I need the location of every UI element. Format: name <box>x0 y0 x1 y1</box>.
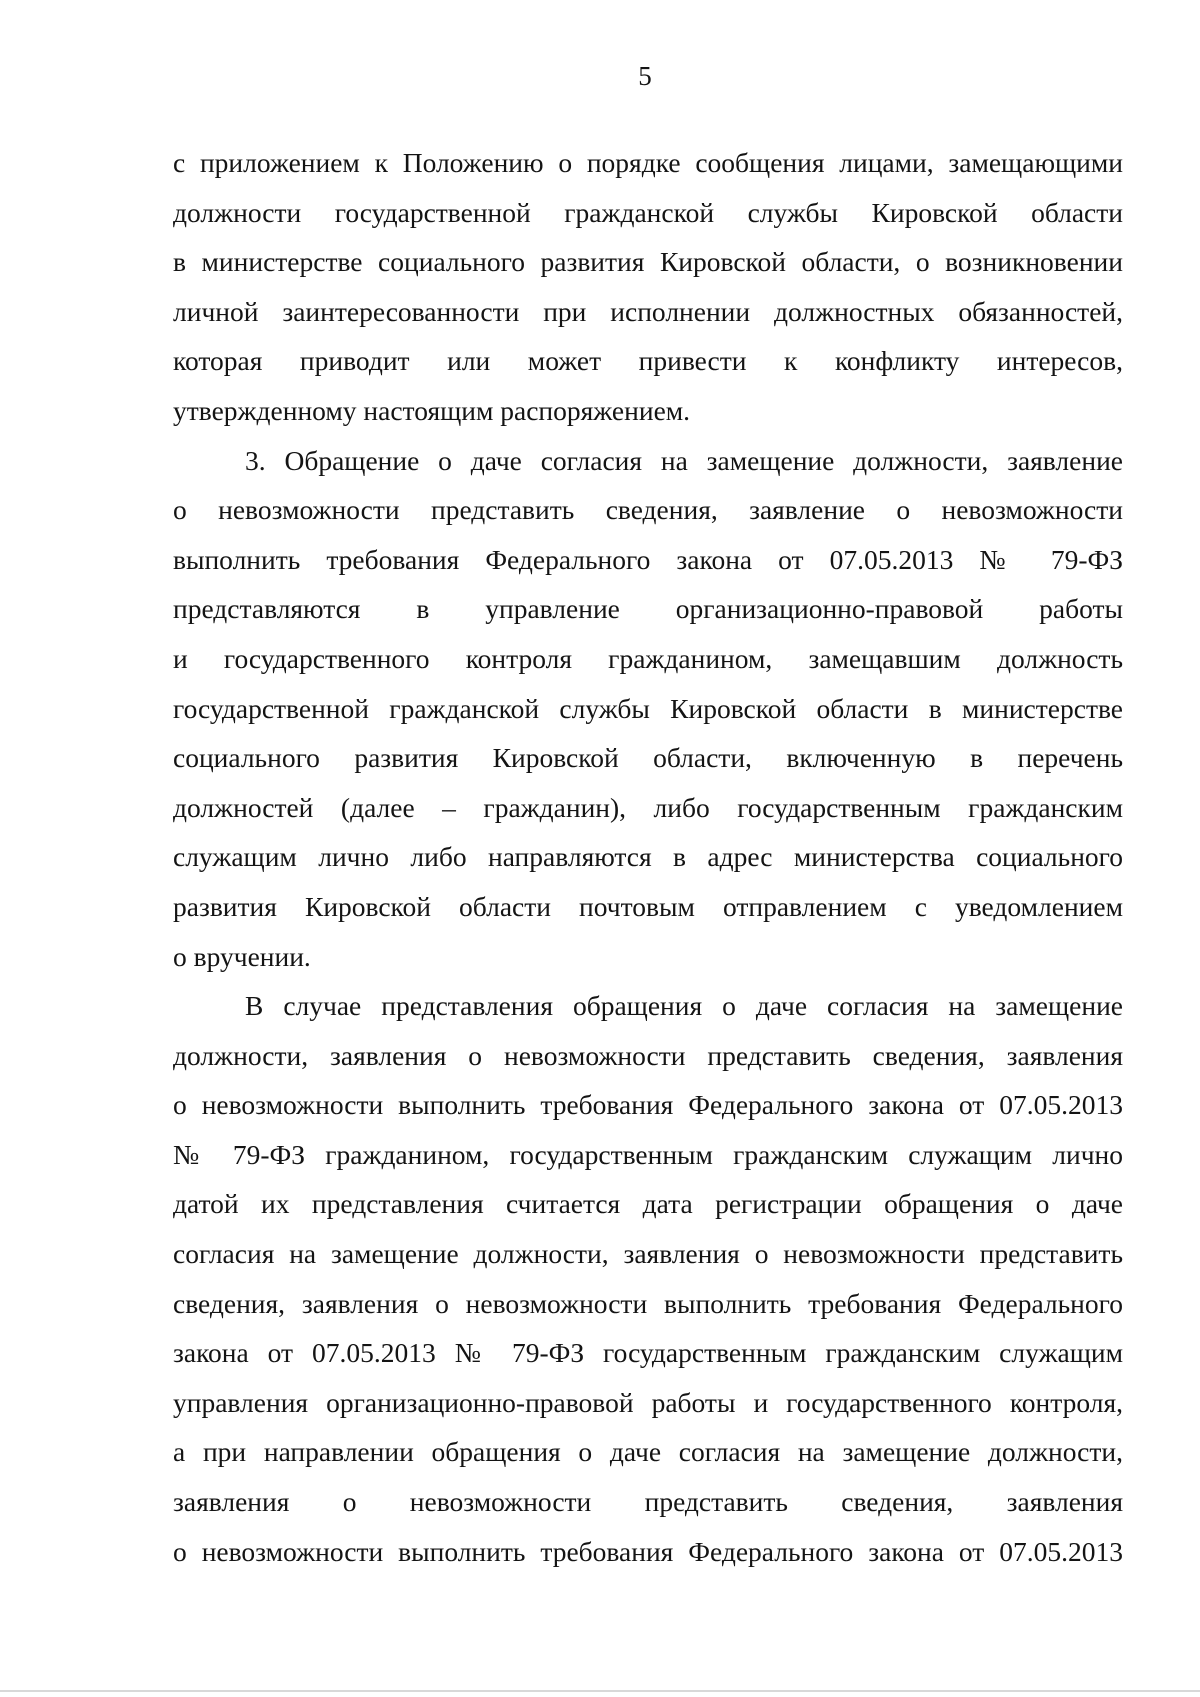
text-line: о вручении. <box>173 940 311 972</box>
text-line: о невозможности выполнить требования Федерального закона от 07.05.2013 <box>173 1535 1123 1567</box>
text-line: должности государственной гражданской службы Кировской области <box>173 196 1123 228</box>
text-line: должностей (далее – гражданин), либо государственным гражданским <box>173 791 1123 823</box>
text-line: с приложением к Положению о порядке сообщения лицами, замещающими <box>173 147 1123 178</box>
text-line: № 79-ФЗ гражданином, государственным гражданским служащим лично <box>173 1138 1123 1170</box>
text-line: о невозможности выполнить требования Федерального закона от 07.05.2013 <box>173 1089 1123 1121</box>
text-line: социального развития Кировской области, включенную в перечень <box>173 742 1123 774</box>
text-line: а при направлении обращения о даче согласия на замещение должности, <box>173 1436 1123 1468</box>
text-line: управления организационно-правовой работы и государственного контроля, <box>173 1386 1123 1418</box>
paragraph-2 <box>173 436 1123 982</box>
text-line: государственной гражданской службы Кировской области в министерстве <box>173 692 1123 724</box>
text-line: в министерстве социального развития Кировской области, о возникновении <box>173 246 1123 278</box>
text-line: представляются в управление организационно-правовой работы <box>173 593 1123 625</box>
text-line: согласия на замещение должности, заявления о невозможности представить <box>173 1238 1123 1270</box>
text-line: В случае представления обращения о даче согласия на замещение <box>245 990 1123 1022</box>
scan-edge-line <box>0 1690 1200 1692</box>
text-line: датой их представления считается дата регистрации обращения о даче <box>173 1188 1123 1220</box>
text-line: о невозможности представить сведения, заявление о невозможности <box>173 494 1123 526</box>
text-line: закона от 07.05.2013 № 79-ФЗ государственным гражданским служащим <box>173 1337 1123 1369</box>
text-line: и государственного контроля гражданином, замещавшим должность <box>173 642 1123 674</box>
text-line: личной заинтересованности при исполнении должностных обязанностей, <box>173 295 1123 327</box>
text-line: заявления о невозможности представить сведения, заявления <box>173 1486 1123 1518</box>
text-line: 3. Обращение о даче согласия на замещение должности, заявление <box>245 444 1123 476</box>
text-line: выполнить требования Федерального закона от 07.05.2013 № 79-ФЗ <box>173 543 1123 575</box>
paragraph-1 <box>173 138 1123 436</box>
text-line: развития Кировской области почтовым отправлением с уведомлением <box>173 890 1123 922</box>
page-number: 5 <box>638 61 652 91</box>
text-line: должности, заявления о невозможности представить сведения, заявления <box>173 1039 1123 1071</box>
text-line: сведения, заявления о невозможности выполнить требования Федерального <box>173 1287 1123 1319</box>
paragraph-3 <box>173 981 1123 1576</box>
text-line: служащим лично либо направляются в адрес министерства социального <box>173 841 1123 873</box>
document-body <box>173 138 1123 1576</box>
text-line: которая приводит или может привести к конфликту интересов, <box>173 345 1123 377</box>
text-line: утвержденному настоящим распоряжением. <box>173 394 691 426</box>
